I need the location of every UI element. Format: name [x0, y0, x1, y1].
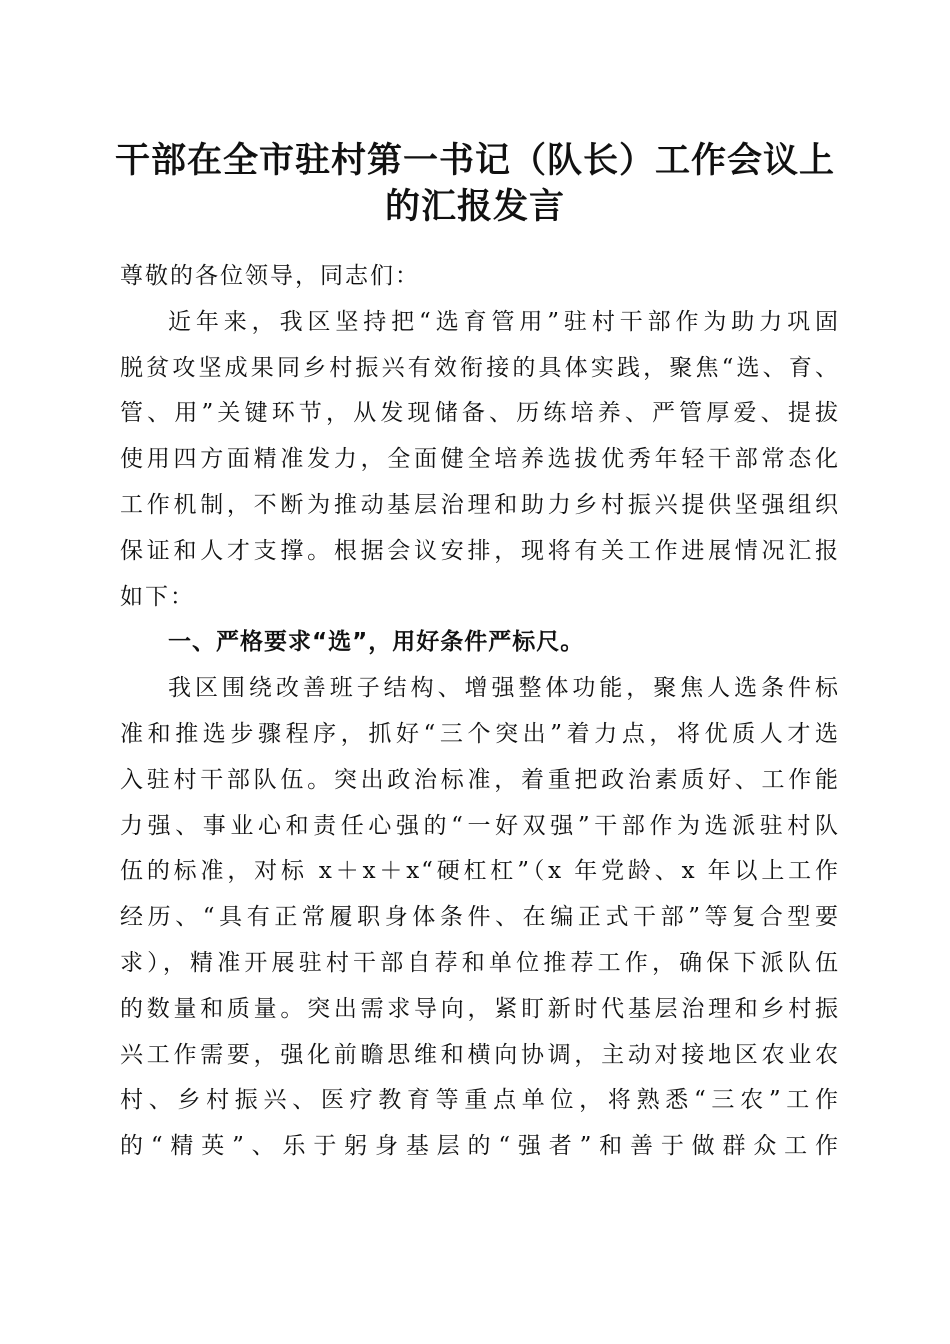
paragraph-2-line: 的数量和质量。突出需求导向，紧盯新时代基层治理和乡村振 — [120, 995, 840, 1022]
paragraph-2-line: 求），精准开展驻村干部自荐和单位推荐工作，确保下派队伍 — [120, 949, 840, 976]
title-line-2: 的汇报发言 — [384, 187, 565, 227]
paragraph-1-line: 工作机制，不断为推动基层治理和助力乡村振兴提供坚强组织 — [120, 491, 840, 518]
salutation: 尊敬的各位领导，同志们： — [120, 263, 420, 289]
paragraph-2-line: 的“精英”、乐于躬身基层的“强者”和善于做群众工作 — [120, 1133, 840, 1160]
paragraph-2-line: 力强、事业心和责任心强的“一好双强”干部作为选派驻村队 — [120, 812, 840, 839]
paragraph-2 — [120, 666, 840, 1170]
paragraph-1-line: 管、用”关键环节，从发现储备、历练培养、严管厚爱、提拔 — [120, 400, 840, 427]
paragraph-2-line: 兴工作需要，强化前瞻思维和横向协调，主动对接地区农业农 — [120, 1041, 840, 1068]
paragraph-1-line: 脱贫攻坚成果同乡村振兴有效衔接的具体实践，聚焦“选、育、 — [120, 354, 840, 381]
paragraph-1-line: 近年来，我区坚持把“选育管用”驻村干部作为助力巩固 — [168, 308, 840, 335]
paragraph-1-line: 如下： — [120, 583, 195, 610]
paragraph-2-line: 经历、“具有正常履职身体条件、在编正式干部”等复合型要 — [120, 904, 840, 931]
title-line-1: 干部在全市驻村第一书记（队长）工作会议上 — [114, 141, 835, 181]
paragraph-1-line: 使用四方面精准发力，全面健全培养选拔优秀年轻干部常态化 — [120, 446, 840, 473]
paragraph-2-line: 村、乡村振兴、医疗教育等重点单位，将熟悉“三农”工作 — [120, 1087, 840, 1114]
paragraph-2-line: 我区围绕改善班子结构、增强整体功能，聚焦人选条件标 — [168, 675, 840, 702]
paragraph-2-line: 准和推选步骤程序，抓好“三个突出”着力点，将优质人才选 — [120, 720, 840, 747]
paragraph-1 — [120, 300, 840, 621]
paragraph-2-line: 伍的标准，对标 x＋x＋x“硬杠杠”（x 年党龄、x 年以上工作 — [120, 858, 840, 885]
document-body — [120, 254, 840, 1170]
section-1-heading: 一、严格要求“选”，用好条件严标尺。 — [168, 629, 585, 656]
document-title — [100, 138, 850, 230]
paragraph-1-line: 保证和人才支撑。根据会议安排，现将有关工作进展情况汇报 — [120, 537, 840, 564]
paragraph-2-line: 入驻村干部队伍。突出政治标准，着重把政治素质好、工作能 — [120, 766, 840, 793]
